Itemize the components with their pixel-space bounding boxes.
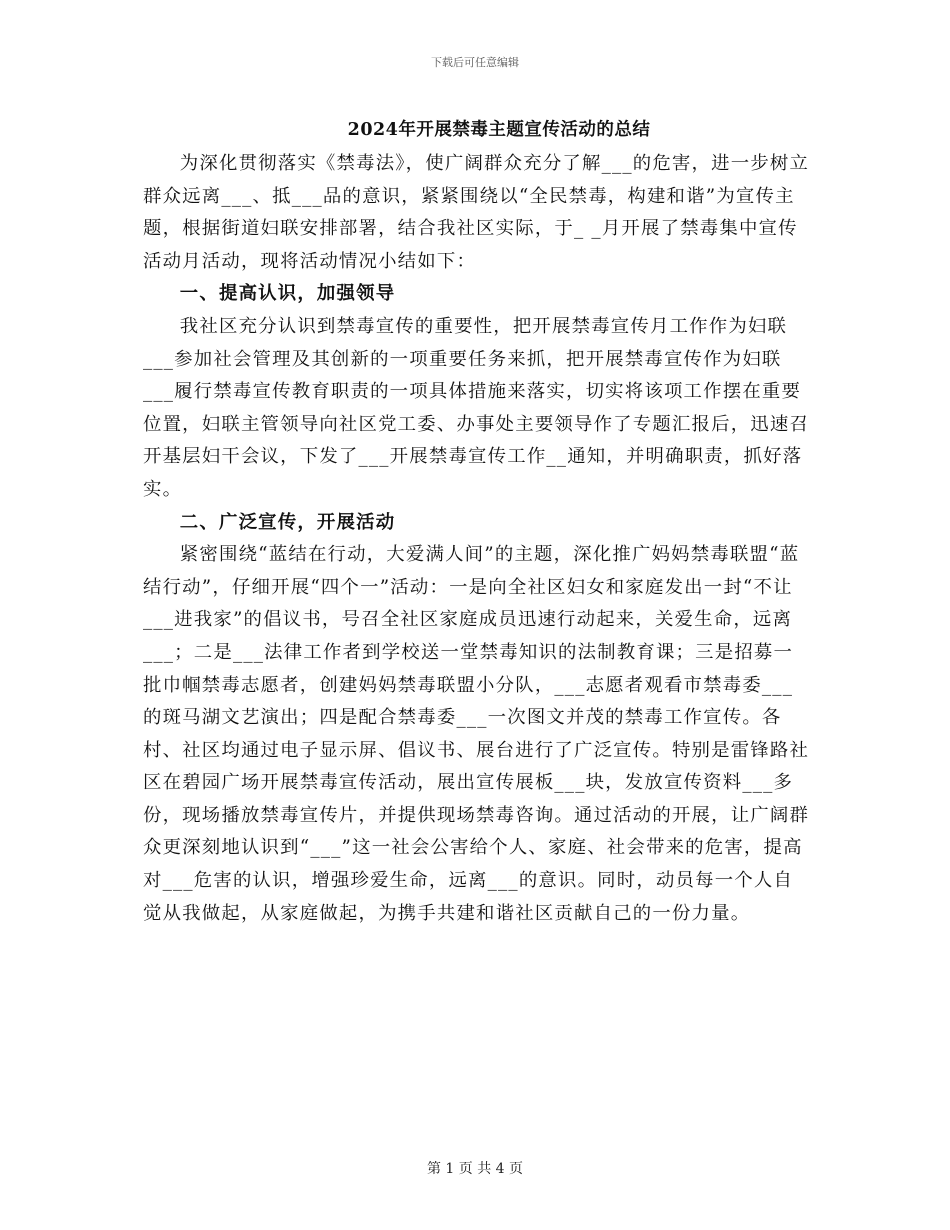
- intro-paragraph: 为深化贯彻落实《禁毒法》，使广阔群众充分了解___的危害，进一步树立群众远离___、抵___品的意识，紧紧围绕以“全民禁毒，构建和谐”为宣传主题，根据街道妇联安排部署，结合我社区实际，于_ _月开展了禁毒集中宣传活动月活动，现将活动情况小结如下：: [143, 153, 810, 272]
- section-body-2: 紧密围绕“蓝结在行动，大爱满人间”的主题，深化推广妈妈禁毒联盟“蓝结行动”，仔细开展“四个一”活动：一是向全社区妇女和家庭发出一封“不让___进我家”的倡议书，号召全社区家庭成员迅速行动起来，关爱生命，远离___；二是___法律工作者到学校送一堂禁毒知识的法制教育课；三是招募一批巾帼禁毒志愿者，创建妈妈禁毒联盟小分队，___志愿者观看市禁毒委___的斑马湖文艺演出；四是配合禁毒委___一次图文并茂的禁毒工作宣传。各村、社区均通过电子显示屏、倡议书、展台进行了广泛宣传。特别是雷锋路社区在碧园广场开展禁毒宣传活动，展出宣传展板___块，发放宣传资料___多份，现场播放禁毒宣传片，并提供现场禁毒咨询。通过活动的开展，让广阔群众更深刻地认识到“___”这一社会公害给个人、家庭、社会带来的危害，提高对___危害的认识，增强珍爱生命，远离___的意识。同时，动员每一个人自觉从我做起，从家庭做起，为携手共建和谐社区贡献自己的一份力量。: [143, 544, 810, 924]
- document-title: 2024年开展禁毒主题宣传活动的总结: [347, 120, 651, 140]
- section-body-1: 我社区充分认识到禁毒宣传的重要性，把开展禁毒宣传月工作作为妇联___参加社会管理及其创新的一项重要任务来抓，把开展禁毒宣传作为妇联___履行禁毒宣传教育职责的一项具体措施来落实，切实将该项工作摆在重要位置，妇联主管领导向社区党工委、办事处主要领导作了专题汇报后，迅速召开基层妇干会议，下发了___开展禁毒宣传工作__通知，并明确职责，抓好落实。: [143, 315, 810, 500]
- page-footer: 第 1 页 共 4 页: [426, 1161, 524, 1177]
- header-note: 下载后可任意编辑: [431, 56, 519, 69]
- section-heading-2: 二、广泛宣传，开展活动: [179, 511, 396, 533]
- section-heading-1: 一、提高认识，加强领导: [179, 283, 396, 305]
- document-body: [143, 148, 811, 930]
